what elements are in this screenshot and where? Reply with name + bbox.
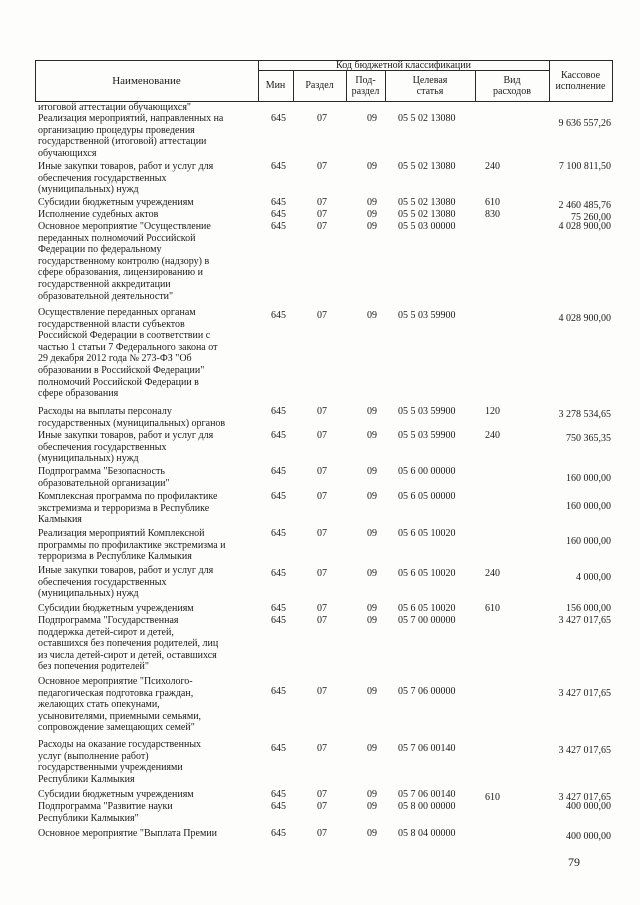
- header-celevaya: Целевая статья: [412, 74, 448, 97]
- header-vid: Вид расходов: [493, 74, 531, 97]
- header-podrazdel: Под- раздел: [351, 74, 380, 97]
- page-number: 79: [568, 855, 580, 869]
- header-min: Мин: [265, 80, 286, 91]
- header-razdel: Раздел: [305, 80, 334, 91]
- header-kod: Код бюджетной классификации: [336, 59, 471, 71]
- header-name: Наименование: [112, 74, 181, 87]
- document-page: Наименование Код бюджетной классификации Мин Раздел Под- раздел Целевая статья Вид расходов Кассовое исполнение итоговой аттестации обучающихся" Реализация мероприятий, направленных на организацию процедуры проведения государственной (итоговой) аттестации обучающихся 645 07 09 05 5 02 13080 9 636 557,26 Иные закупки товаров, работ и услуг для обеспечения государственных (муниципальных) нужд 645 07 09 05 5 02 13080 240 7 100 811,50 Субсидии бюджетным учреждениям 645 07 09 05 5 02 13080 610 2 460 485,76 Исполнение судебных актов 645 07 09 05 5 02 13080 830 75 260,00 Основное мероприятие "Осуществление переданных полномочий Российской Федерации по федеральному государственному контролю (надзору) в сфере образования, лицензированию и государственной аккредитации образовательной деятельности" 645 07 09 05 5 03 00000 4 028 900,00 Осуществление переданных органам государственной власти субъектов Российской Федерации в соответствии с частью 1 статьи 7 Федерального закона от 29 декабря 2012 года № 273-ФЗ "Об образовании в Российской Федерации" полномочий Российской Федерации в сфере образования 645 07 09 05 5 03 59900 4 028 900,00 Расходы на выплаты персоналу государственных (муниципальных) органов 645 07 09 05 5 03 59900 120 3 278 534,65 Иные закупки товаров, работ и услуг для обеспечения государственных (муниципальных) нужд 645 07 09 05 5 03 59900 240 750 365,35 Подпрограмма "Безопасность образовательной организации" 645 07 09 05 6 00 00000 160 000,00 Комплексная программа по профилактике экстремизма и терроризма в Республике Калмыкия 645 07 09 05 6 05 00000 160 000,00 Реализация мероприятий Комплексной программы по профилактике экстремизма и терроризма в Республике Калмыкия 645 07 09 05 6 05 10020 160 000,00 Иные закупки товаров, работ и услуг для обеспечения государственных (муниципальных) нужд 645 07 09 05 6 05 10020 240 4 000,00 Субсидии бюджетным учреждениям 645 07 09 05 6 05 10020 610 156 000,00 Подпрограмма "Государственная поддержка детей-сирот и детей, оставшихся без попечения родителей, лиц из числа детей-сирот и детей, оставшихся без попечения родителей" 645 07 09 05 7 00 00000 3 427 017,65 Основное мероприятие "Психолого- педагогическая подготовка граждан, желающих стать опекунами, усыновителями, приемными семьями, сопровождение замещающих семей" 645 07 09 05 7 06 00000 3 427 017,65 Расходы на оказание государственных услуг (выполнение работ) государственными учреждениями Республики Калмыкия 645 07 09 05 7 06 00140 3 427 017,65 Субсидии бюджетным учреждениям 645 07 09 05 7 06 00140 610 3 427 017,65 Подпрограмма "Развитие науки Республики Калмыкия" 645 07 09 05 8 00 00000 400 000,00 Основное мероприятие "Выплата Премии 645 07 09 05 8 04 00000 400 000,00 79: [0, 0, 640, 905]
- header-kassa: Кассовое исполнение: [555, 70, 606, 92]
- table-header: [35, 60, 613, 102]
